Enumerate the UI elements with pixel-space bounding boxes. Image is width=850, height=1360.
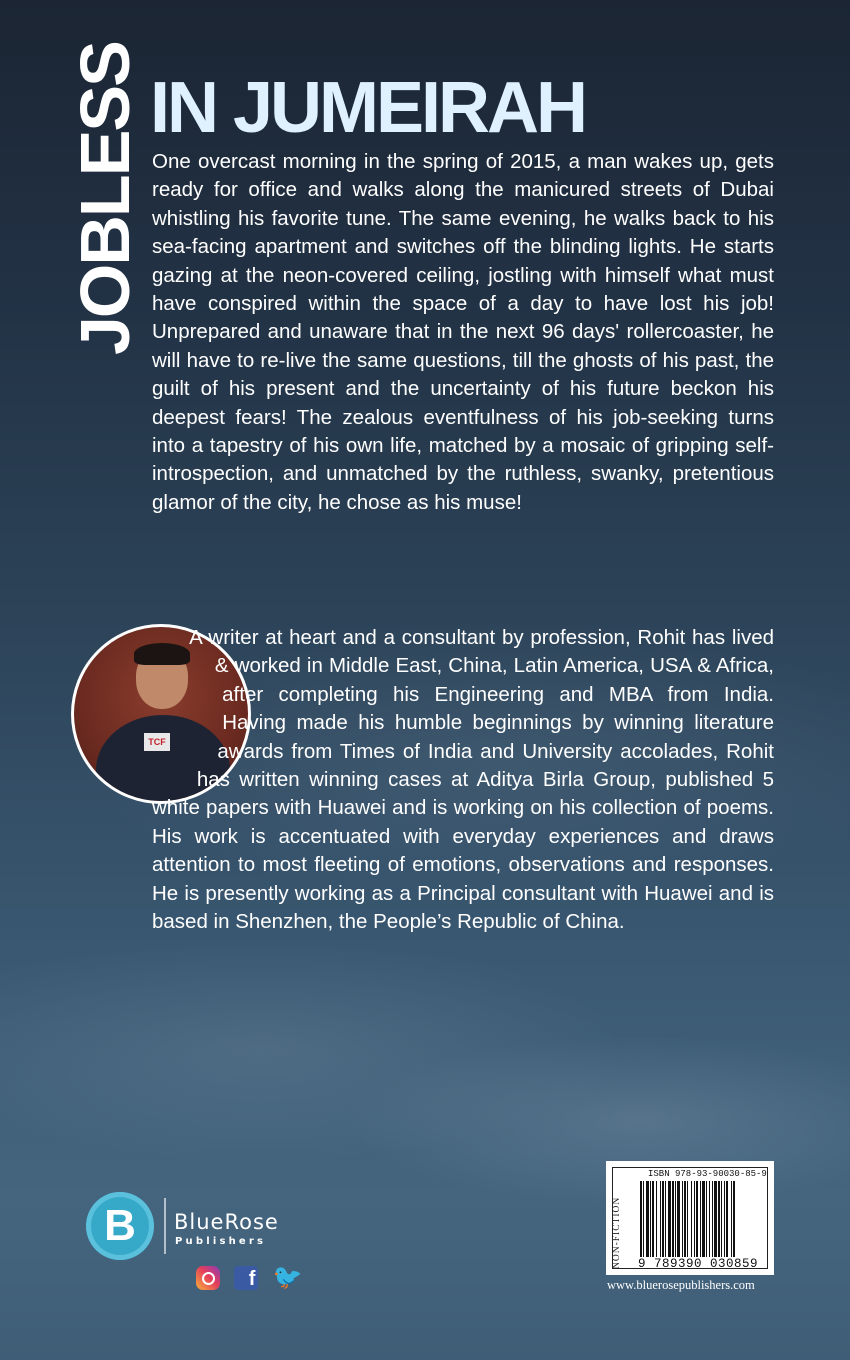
facebook-icon: f (234, 1266, 258, 1290)
title-in-jumeirah: IN JUMEIRAH (150, 68, 586, 148)
logo-divider (164, 1198, 166, 1254)
publisher-website: www.bluerosepublishers.com (607, 1278, 755, 1292)
author-photo-mic: TCF (144, 733, 170, 751)
category-label: NON-FICTION (612, 1196, 622, 1269)
social-icons (196, 1266, 307, 1292)
barcode-bars (640, 1181, 764, 1257)
isbn-label: ISBN 978-93-90030-85-9 (648, 1169, 767, 1179)
book-blurb: One overcast morning in the spring of 2015, a man wakes up, gets ready for office and walks along the manicured streets of Dubai whistling his favorite tune. The same evening, he walks back to his sea-facing apartment and switches off the blinding lights. He starts gazing at the neon-covered ceiling, jostling with himself what must have conspired within the space of a day to have lost his job! Unprepared and unaware that in the next 96 days' rollercoaster, he will have to re-live the same questions, till the ghosts of his past, the guilt of his present and the uncertainty of his future beckon his deepest fears! The zealous eventfulness of his job-seeking turns into a tapestry of his own life, matched by a mosaic of gripping self-introspection, and unmatched by the ruthless, swanky, pretentious glamor of the city, he chose as his muse! (152, 150, 774, 514)
logo-letter: B (104, 1201, 136, 1250)
publisher-subtitle: Publishers (175, 1236, 267, 1247)
title-jobless: JOBLESS (66, 42, 144, 355)
isbn-barcode-box (606, 1161, 774, 1275)
publisher-logo (86, 1192, 306, 1262)
author-bio: A writer at heart and a consultant by profession, Rohit has lived & worked in Middle East, China, Latin America, USA & Africa, after completing his Engineering and MBA from India. Having made his humble beginnings by winning literature awards from Times of India and University accolades, Rohit has written winning cases at Aditya Birla Group, published 5 white papers with Huawei and is working on his collection of poems. His work is accentuated with everyday experiences and draws attention to most fleeting of emotions, observations and responses. He is presently working as a Principal consultant with Huawei and is based in Shenzhen, the People’s Republic of China. (152, 626, 774, 934)
isbn-number: 9 789390 030859 (638, 1257, 759, 1271)
bluerose-logo-icon (86, 1192, 154, 1260)
publisher-name: BlueRose (174, 1210, 279, 1234)
twitter-icon: 🐦 (272, 1264, 303, 1291)
author-bio-wrapper (152, 624, 774, 936)
instagram-icon (196, 1266, 220, 1290)
